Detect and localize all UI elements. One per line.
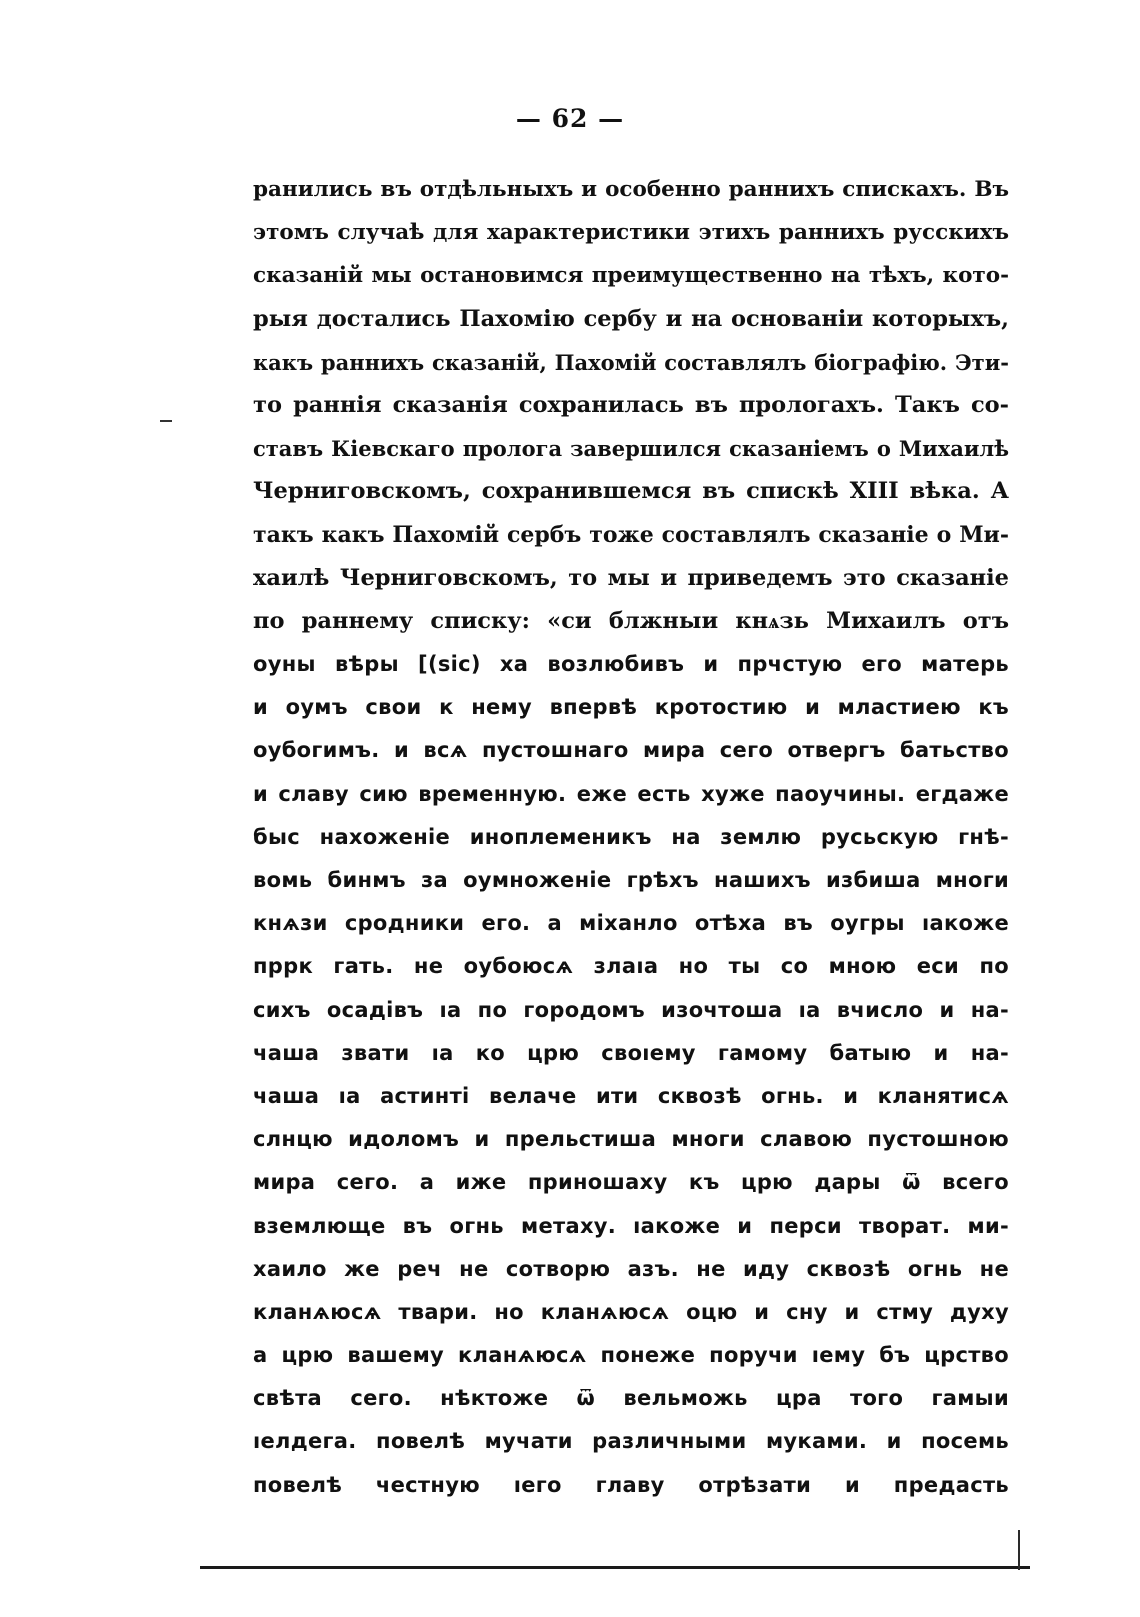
- bottom-rule: [200, 1566, 1030, 1569]
- quoted-text-line: пррк гать. не оубоюсѧ злаıа но ты со мною еси по: [253, 954, 1009, 979]
- text-line: сказаній мы остановимся преимущественно на тѣхъ, кото-: [253, 263, 1009, 289]
- text-line: какъ раннихъ сказаній, Пахомій составлялъ біографію. Эти-: [253, 349, 1009, 375]
- text-line: ставъ Кіевскаго пролога завершился сказаніемъ о Михаилѣ: [253, 436, 1009, 462]
- quoted-text-line: вомь бинмъ за оумноженіе грѣхъ нашихъ избиша многи: [253, 868, 1009, 892]
- quoted-text-line: а црю вашему кланѧюсѧ понеже поручи ıему бъ црство: [253, 1343, 1009, 1368]
- text-line: то раннія сказанія сохранилась въ прологахъ. Такъ со-: [253, 391, 1009, 418]
- quoted-text-line: чаша звати ıа ко црю своıему гамому батыю и на-: [253, 1040, 1009, 1065]
- quoted-text-line: чаша ıа астинті велаче ити сквозѣ огнь. и кланятисѧ: [253, 1083, 1009, 1108]
- text-line: по раннему списку: «си блжныи кнѧзь Михаилъ отъ: [253, 607, 1009, 634]
- quoted-text-line: оуны вѣры [(sic) ха возлюбивъ и прчстую его матерь: [253, 652, 1009, 677]
- quoted-text-line: и оумъ свои к нему впервѣ кротостию и мластиею къ: [253, 695, 1009, 720]
- quoted-text-line: вземлюще въ огнь метаху. ıакоже и перси творат. ми-: [253, 1213, 1009, 1238]
- quoted-text-line: кнѧзи сродники его. а міханло отѣха въ оугры ıакоже: [253, 911, 1009, 936]
- text-line: этомъ случаѣ для характеристики этихъ раннихъ русскихъ: [253, 220, 1009, 246]
- text-line: хаилѣ Черниговскомъ, то мы и приведемъ это сказаніе: [253, 564, 1009, 591]
- quoted-text-line: повелѣ честную ıего главу отрѣзати и предасть: [253, 1472, 1009, 1497]
- quoted-text-line: сихъ осадівъ ıа по городомъ изочтоша ıа вчисло и на-: [253, 997, 1009, 1022]
- quoted-text-line: оубогимъ. и всѧ пустошнаго мира сего отвергъ батьство: [253, 738, 1009, 763]
- body-text: [253, 168, 1009, 1507]
- page-number: — 62 —: [515, 104, 625, 133]
- text-line: Черниговскомъ, сохранившемся въ спискѣ XIII вѣка. А: [253, 478, 1009, 505]
- quoted-text-line: слнцю идоломъ и прельстиша многи славою пустошною: [253, 1127, 1009, 1152]
- quoted-text-line: мира сего. а иже приношаху къ црю дары ѿ всего: [253, 1170, 1009, 1195]
- page-edge-mark: [1018, 1530, 1020, 1570]
- text-line: рыя достались Пахомію сербу и на основаніи которыхъ,: [253, 305, 1009, 332]
- quoted-text-line: ıелдега. повелѣ мучати различными муками. и посемь: [253, 1429, 1009, 1454]
- quoted-text-line: хаило же реч не сотворю азъ. не иду сквозѣ огнь не: [253, 1256, 1009, 1281]
- margin-mark: [160, 420, 172, 422]
- text-line: такъ какъ Пахомій сербъ тоже составлялъ сказаніе о Ми-: [253, 521, 1009, 548]
- quoted-text-line: и славу сию временную. еже есть хуже паоучины. егдаже: [253, 781, 1009, 806]
- text-line: ранились въ отдѣльныхъ и особенно раннихъ спискахъ. Въ: [253, 177, 1009, 202]
- quoted-text-line: свѣта сего. нѣктоже ѿ вельможь цра того гамыи: [253, 1386, 1009, 1411]
- quoted-text-line: кланѧюсѧ твари. но кланѧюсѧ оцю и сну и стму духу: [253, 1299, 1009, 1324]
- quoted-text-line: быс нахоженіе иноплеменикъ на землю русьскую гнѣ-: [253, 824, 1009, 849]
